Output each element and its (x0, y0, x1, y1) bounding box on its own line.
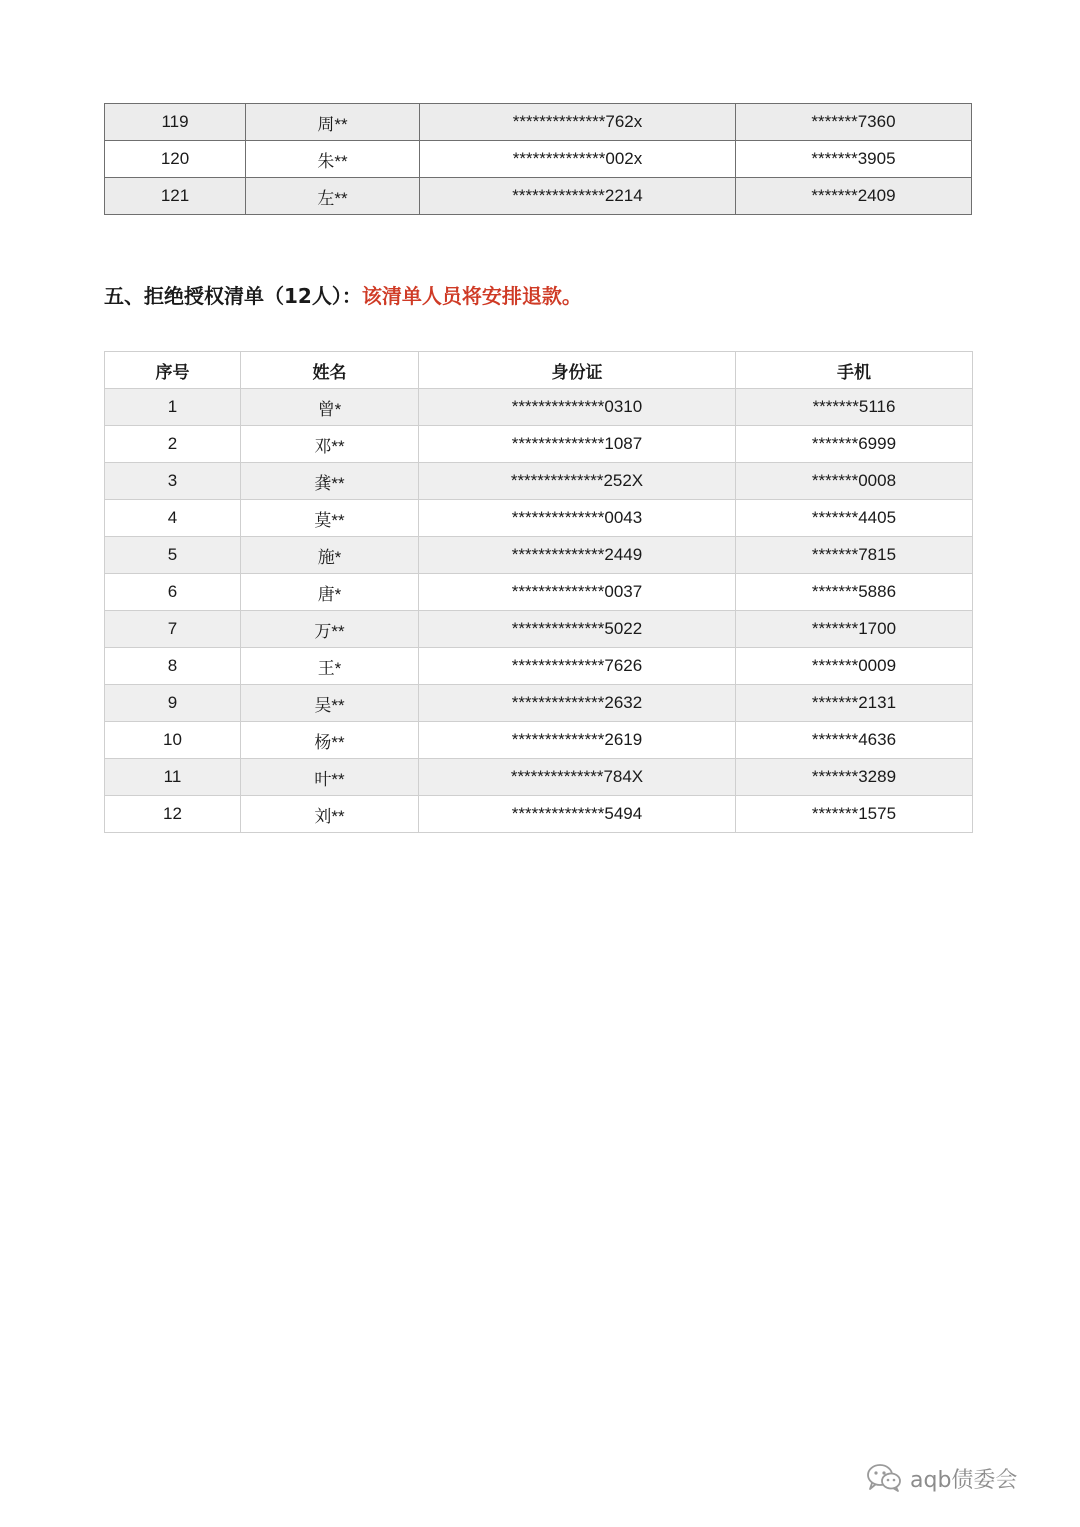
watermark-text: aqb债委会 (910, 1467, 1018, 1493)
header-number: 序号 (105, 352, 241, 389)
row-phone: *******5116 (736, 389, 973, 426)
table-row (105, 537, 973, 574)
table-row (105, 178, 972, 215)
table-row (105, 104, 972, 141)
row-number: 5 (105, 537, 241, 574)
row-phone: *******7360 (736, 104, 972, 141)
table-row (105, 685, 973, 722)
row-number: 121 (105, 178, 246, 215)
table-row (105, 463, 973, 500)
table-row (105, 574, 973, 611)
row-number: 10 (105, 722, 241, 759)
row-number: 119 (105, 104, 246, 141)
row-number: 7 (105, 611, 241, 648)
row-phone: *******3905 (736, 141, 972, 178)
row-id-number: **************5022 (419, 611, 736, 648)
table-header-row (105, 352, 973, 389)
table-row (105, 796, 973, 833)
row-id-number: **************2214 (420, 178, 736, 215)
row-id-number: **************762x (420, 104, 736, 141)
row-id-number: **************2449 (419, 537, 736, 574)
row-number: 120 (105, 141, 246, 178)
row-id-number: **************7626 (419, 648, 736, 685)
row-id-number: **************2619 (419, 722, 736, 759)
row-name: 叶** (241, 759, 419, 796)
table-row (105, 389, 973, 426)
row-name: 周** (246, 104, 420, 141)
row-name: 万** (241, 611, 419, 648)
row-phone: *******4405 (736, 500, 973, 537)
row-id-number: **************1087 (419, 426, 736, 463)
row-phone: *******1700 (736, 611, 973, 648)
row-phone: *******6999 (736, 426, 973, 463)
row-name: 莫** (241, 500, 419, 537)
refused-authorization-table (104, 351, 973, 833)
row-phone: *******3289 (736, 759, 973, 796)
row-name: 曾* (241, 389, 419, 426)
watermark (866, 1462, 1017, 1494)
row-name: 刘** (241, 796, 419, 833)
row-phone: *******4636 (736, 722, 973, 759)
row-id-number: **************252X (419, 463, 736, 500)
header-name: 姓名 (241, 352, 419, 389)
row-phone: *******2409 (736, 178, 972, 215)
row-phone: *******0009 (736, 648, 973, 685)
row-number: 4 (105, 500, 241, 537)
row-phone: *******0008 (736, 463, 973, 500)
row-name: 邓** (241, 426, 419, 463)
row-number: 2 (105, 426, 241, 463)
row-number: 9 (105, 685, 241, 722)
table-row (105, 722, 973, 759)
header-phone: 手机 (736, 352, 973, 389)
row-id-number: **************2632 (419, 685, 736, 722)
row-name: 王* (241, 648, 419, 685)
row-number: 1 (105, 389, 241, 426)
wechat-icon (866, 1463, 902, 1493)
row-id-number: **************5494 (419, 796, 736, 833)
table-row (105, 648, 973, 685)
row-id-number: **************0310 (419, 389, 736, 426)
row-phone: *******1575 (736, 796, 973, 833)
row-number: 12 (105, 796, 241, 833)
section-heading (104, 280, 582, 309)
row-id-number: **************0037 (419, 574, 736, 611)
table-row (105, 611, 973, 648)
row-name: 施* (241, 537, 419, 574)
row-number: 8 (105, 648, 241, 685)
row-phone: *******7815 (736, 537, 973, 574)
header-id-number: 身份证 (419, 352, 736, 389)
row-number: 3 (105, 463, 241, 500)
row-number: 6 (105, 574, 241, 611)
table-row (105, 141, 972, 178)
row-id-number: **************0043 (419, 500, 736, 537)
row-phone: *******5886 (736, 574, 973, 611)
section-title: 五、拒绝授权清单（12人）： (104, 284, 362, 308)
row-name: 左** (246, 178, 420, 215)
table-row (105, 500, 973, 537)
row-name: 朱** (246, 141, 420, 178)
section-note: 该清单人员将安排退款。 (361, 284, 582, 308)
table-row (105, 426, 973, 463)
row-id-number: **************002x (420, 141, 736, 178)
previous-list-table (104, 103, 972, 215)
row-name: 吴** (241, 685, 419, 722)
row-name: 杨** (241, 722, 419, 759)
row-name: 唐* (241, 574, 419, 611)
row-name: 龚** (241, 463, 419, 500)
row-number: 11 (105, 759, 241, 796)
row-id-number: **************784X (419, 759, 736, 796)
table-row (105, 759, 973, 796)
row-phone: *******2131 (736, 685, 973, 722)
